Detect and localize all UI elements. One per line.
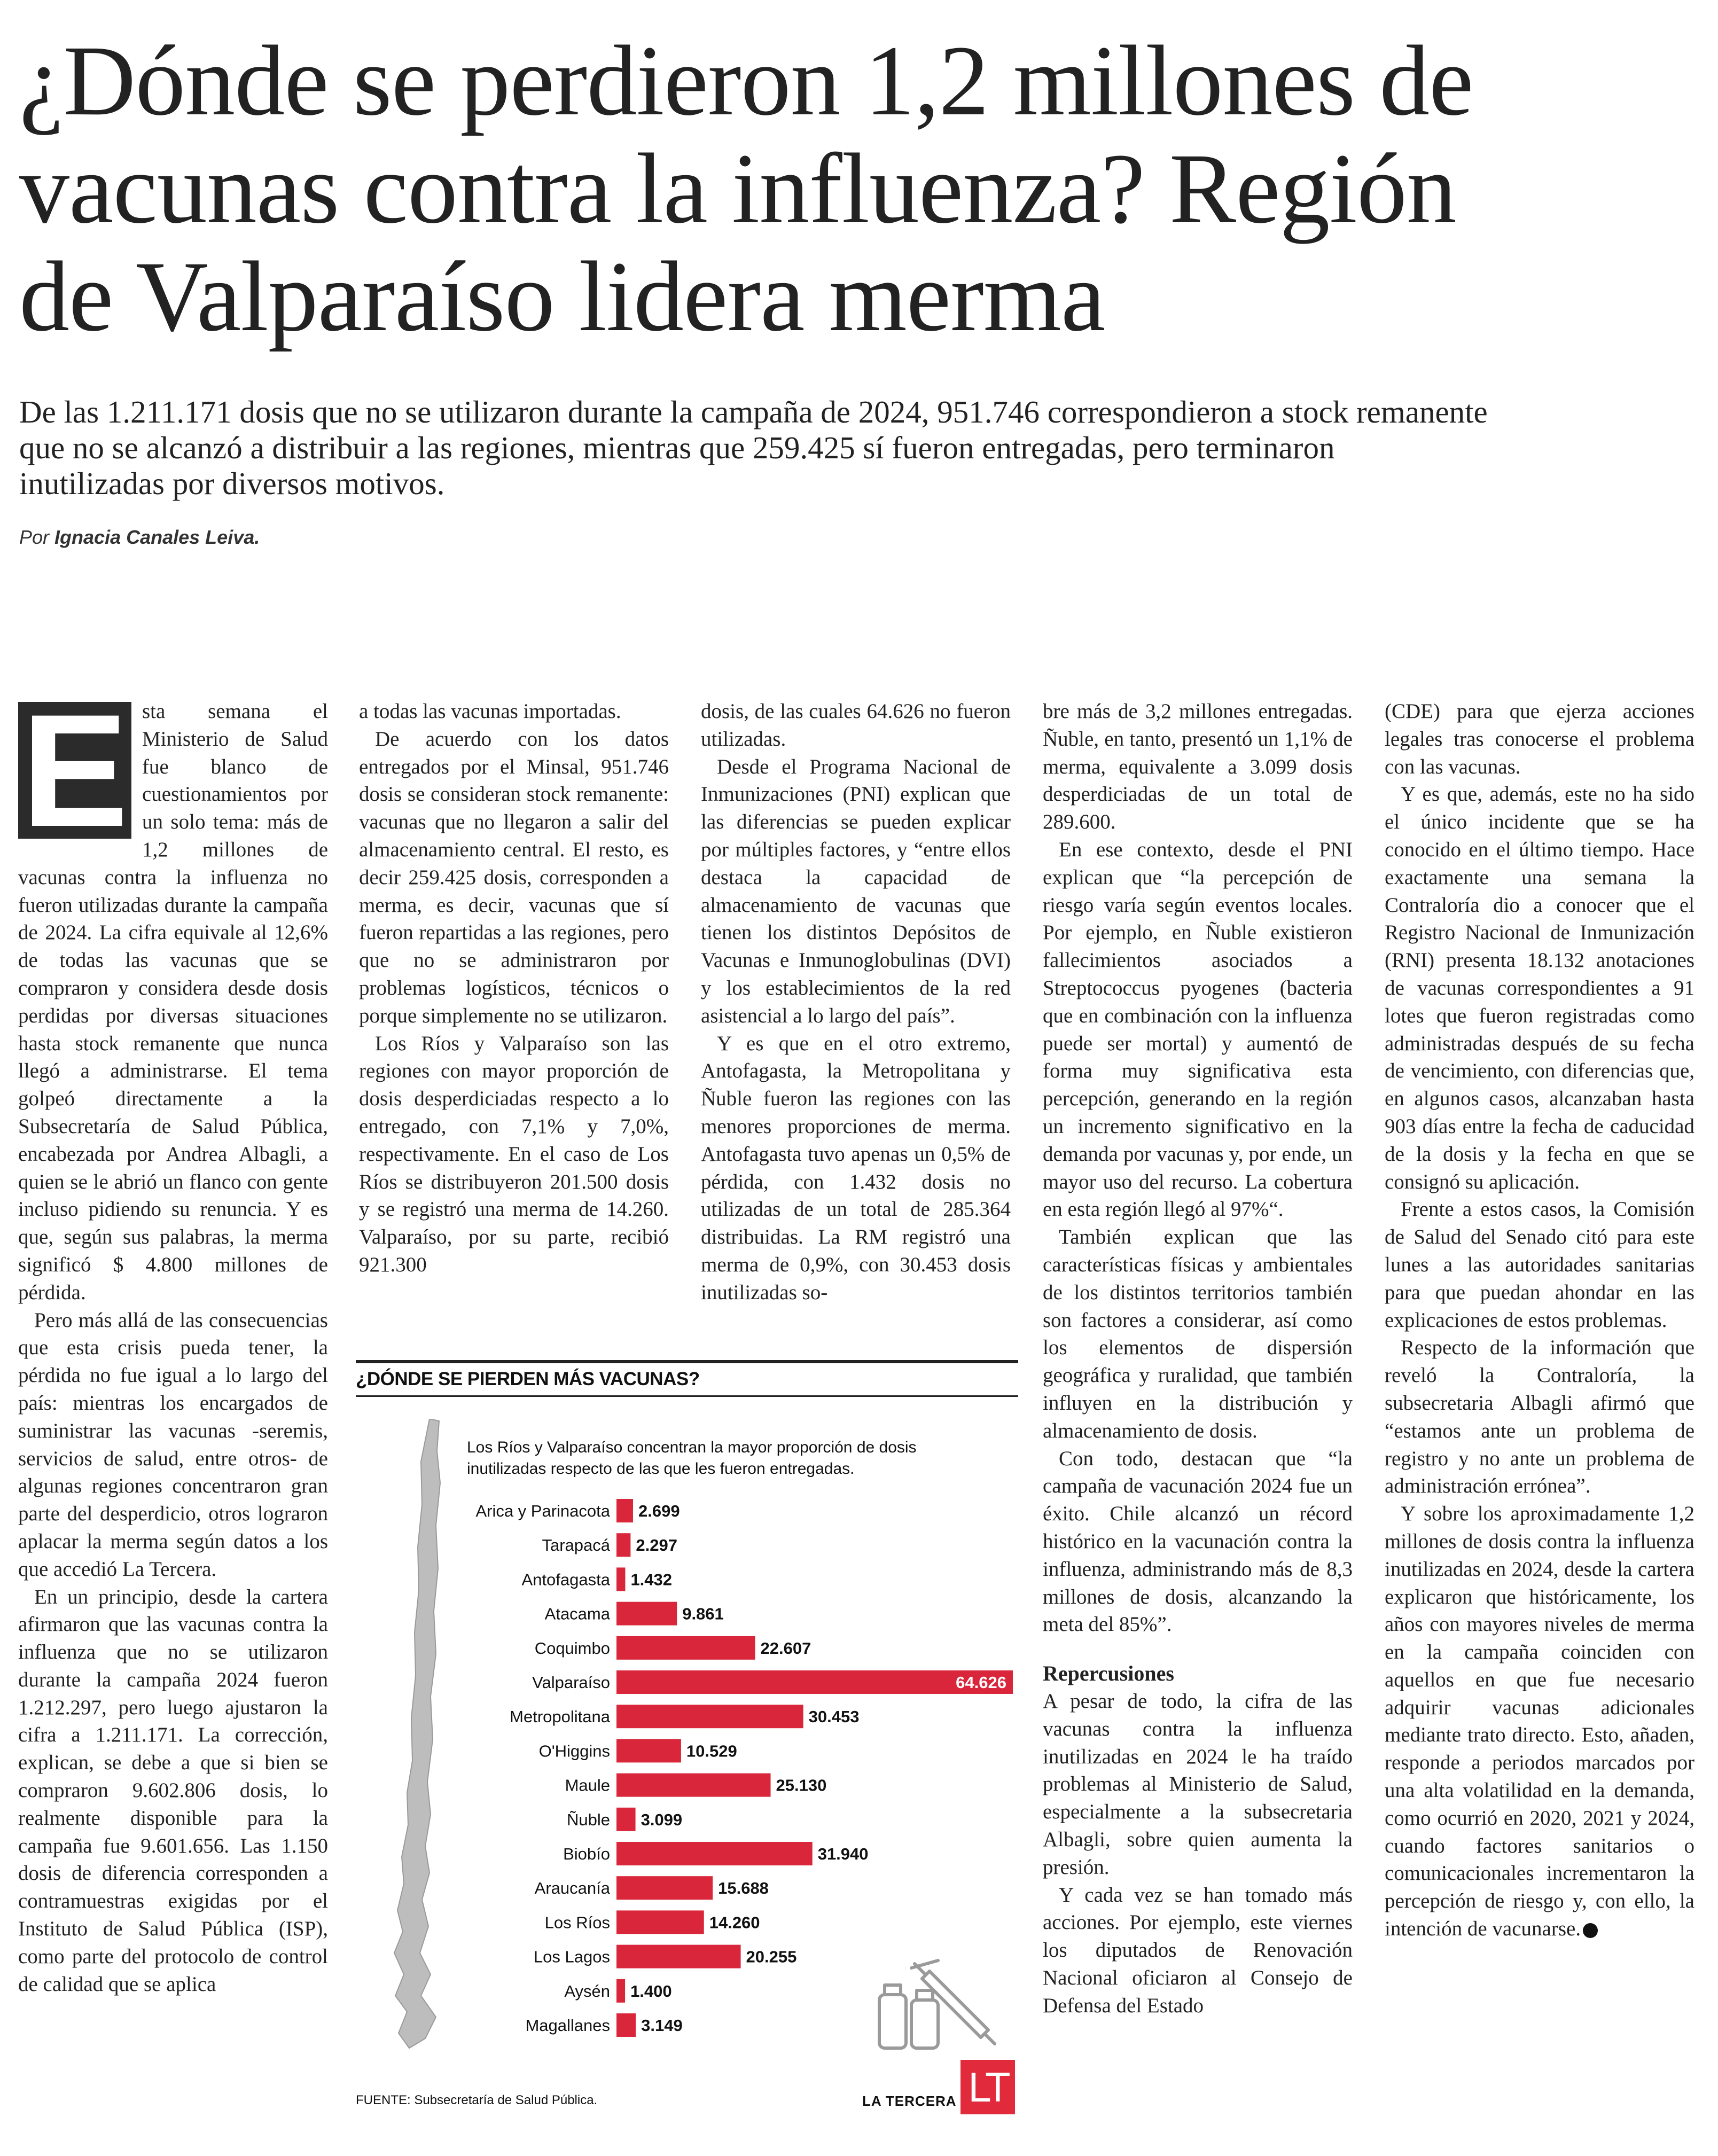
bar [616,1705,803,1728]
bar [616,1602,677,1626]
chart-source: FUENTE: Subsecretaría de Salud Pública. [356,2093,598,2107]
category-label: Atacama [544,1604,610,1623]
bar [616,1842,813,1865]
headline-line: ¿Dónde se perdieron 1,2 millones de [19,25,1473,136]
category-label: O'Higgins [538,1741,610,1761]
paragraph: Los Ríos y Valparaíso son las regiones con mayor proporción de dosis desperdiciadas respecto a lo entregado, con 7,1% y 7,0%, respectivamente. En el caso de Los Ríos se distribuyeron 201.500 dosis y se registró una merma de 14.260. Valparaíso, por su parte, recibió 921.300 [359,1032,669,1276]
la-tercera-logo: LT [960,2060,1015,2114]
value-label: 10.529 [686,1741,737,1761]
paragraph: Pero más allá de las consecuencias que esta crisis pueda tener, la pérdida no fue igual a lo largo del país: mientras los encargados de suministrar las vacunas -seremis, servicios de salud, entre otros- de algunas regiones concentraron gran parte del desperdicio, otros lograron aplacar la merma según datos a los que accedió La Tercera. [18,1308,328,1581]
syringe-vial-icon [874,1957,997,2053]
article-column-5 [1385,698,1694,1943]
paragraph: En ese contexto, desde el PNI explican que “la percepción de riesgo varía según eventos locales. Por ejemplo, en Ñuble existieron fallecimientos asociados a Streptococcus pyogenes (bacteria que en combinación con la influenza puede ser mortal) y aumentó de forma muy significativa esta percepción, generando en la región un incremento significativo en la demanda por vacunas y, por ende, un mayor uso del recurso. La cobertura en esta región llegó al 97%“. [1043,838,1353,1221]
article-column-4 [1043,698,1353,2020]
category-label: Maule [565,1776,610,1795]
category-label: Coquimbo [534,1638,610,1658]
value-label: 1.432 [630,1570,673,1589]
category-label: Biobío [563,1845,610,1863]
bar [616,1979,625,2003]
bar [616,1739,681,1762]
vaccine-loss-chart [356,1360,1018,2113]
bar [616,1876,713,1900]
article-column-2 [359,698,669,1279]
bar [616,1910,704,1934]
article-column-3 [701,698,1011,1307]
value-label: 3.149 [641,2016,683,2035]
byline-prefix: Por [19,526,50,548]
bar [616,1533,630,1557]
chart-title: ¿DÓNDE SE PIERDEN MÁS VACUNAS? [356,1360,1018,1397]
section-heading: Repercusiones [1043,1661,1174,1686]
subheadline [19,394,1702,502]
bar [616,2013,636,2037]
bar [616,1945,741,1968]
dropcap: E [18,702,131,839]
bar [616,1808,636,1831]
value-label: 20.255 [746,1947,797,1966]
paragraph: dosis, de las cuales 64.626 no fueron utilizadas. [701,700,1011,751]
headline [19,27,1702,350]
subheadline-line: que no se alcanzó a distribuir a las regiones, mientras que 259.425 sí fueron entregadas, pero terminaron [19,430,1335,465]
paragraph: (CDE) para que ejerza acciones legales tras conocerse el problema con las vacunas. [1385,700,1694,778]
paragraph: También explican que las características físicas y ambientales de los distintos territorios también son factores a considerar, así como los elementos de dispersión geográfica y ruralidad, que también influyen en la distribución y almacenamiento de dosis. [1043,1225,1353,1442]
bar [616,1567,625,1591]
paragraph: Y es que, además, este no ha sido el único incidente que se ha conocido en el último tiempo. Hace exactamente una semana la Contraloría dio a conocer que el Registro Nacional de Inmunización (RNI) presenta 18.132 anotaciones de vacunas correspondientes a 91 lotes que fueron registradas como administradas después de su fecha de vencimiento, con diferencias que, en algunos casos, alcanzaban hasta 903 días entre la fecha de caducidad de la dosis y la fecha en que se consignó su aplicación. [1385,783,1694,1193]
category-label: Arica y Parinacota [475,1502,610,1520]
headline-line: de Valparaíso lidera merma [19,240,1105,352]
value-label: 31.940 [817,1845,869,1863]
paragraph: sta semana el Ministerio de Salud fue blanco de cuestionamientos por un solo tema: más de 1,2 millones de vacunas contra la influenza no fueron utilizadas durante la campaña de 2024. La cifra equivale al 12,6% de todas las vacunas que se compraron y considera desde dosis perdidas por diversas situaciones hasta stock remanente que nunca llegó a administrarse. El tema golpeó directamente a la Subsecretaría de Salud Pública, encabezada por Andrea Albagli, a quien se le abrió un flanco con gente incluso pidiendo su renuncia. Y es que, según sus palabras, la merma significó $ 4.800 millones de pérdida. [18,700,328,1304]
category-label: Los Ríos [544,1913,610,1932]
headline-line: vacunas contra la influenza? Región [19,132,1456,244]
bar [616,1499,633,1522]
paragraph: a todas las vacunas importadas. [359,700,621,723]
paragraph: En un principio, desde la cartera afirmaron que las vacunas contra la influenza que no se utilizaron durante la campaña 2024 fueron 1.212.297, pero luego ajustaron la cifra a 1.211.171. La corrección, explican, se debe a que si bien se compraron 9.602.806 dosis, lo realmente disponible para la campaña fue 9.601.656. Las 1.150 dosis de diferencia corresponden a contramuestras exigidas por el Instituto de Salud Pública (ISP), como parte del protocolo de control de calidad que se aplica [18,1585,328,1996]
value-label: 9.861 [682,1604,724,1623]
bar [616,1670,1013,1694]
category-label: Valparaíso [532,1673,610,1692]
value-label: 64.626 [956,1673,1006,1692]
chart-subtitle: Los Ríos y Valparaíso concentran la mayor proporción de dosis inutilizadas respecto de las que les fueron entregadas. [467,1439,917,1478]
article-column-1 [18,681,328,1998]
paragraph: Y cada vez se han tomado más acciones. Por ejemplo, este viernes los diputados de Renovación Nacional oficiaron al Consejo de Defensa del Estado [1043,1883,1353,2017]
category-label: Antofagasta [521,1570,610,1589]
chart-brand: LA TERCERA [862,2093,957,2109]
value-label: 14.260 [709,1913,760,1932]
paragraph: A pesar de todo, la cifra de las vacunas contra la influenza inutilizadas en 2024 le ha traído problemas al Ministerio de Salud, especialmente a la subsecretaria Albagli, sobre quien aumenta la presión. [1043,1690,1353,1879]
subheadline-line: inutilizadas por diversos motivos. [19,466,445,501]
value-label: 15.688 [718,1879,769,1898]
value-label: 22.607 [760,1638,811,1658]
category-label: Tarapacá [542,1536,610,1555]
bar [616,1774,771,1797]
category-label: Magallanes [525,2016,610,2035]
value-label: 1.400 [630,1981,672,2001]
value-label: 2.297 [636,1536,677,1555]
paragraph [1385,1500,1694,1943]
category-label: Metropolitana [510,1707,610,1727]
category-label: Los Lagos [533,1947,610,1966]
end-mark-icon [1583,1923,1598,1938]
value-label: 30.453 [808,1707,860,1727]
byline-author: Ignacia Canales Leiva. [54,526,260,548]
paragraph: Frente a estos casos, la Comisión de Salud del Senado citó para este lunes a las autoridades sanitarias para que puedan ahondar en las explicaciones de estos problemas. [1385,1198,1694,1332]
paragraph: De acuerdo con los datos entregados por el Minsal, 951.746 dosis se consideran stock remanente: vacunas que no llegaron a salir del almacenamiento central. El resto, es decir 259.425 dosis, corresponden a merma, es decir, vacunas que sí fueron repartidas a las regiones, pero que no se administraron por problemas logísticos, técnicos o porque simplemente no se utilizaron. [359,727,669,1027]
value-label: 2.699 [638,1502,680,1520]
category-label: Araucanía [534,1879,610,1898]
paragraph: Con todo, destacan que “la campaña de vacunación 2024 fue un éxito. Chile alcanzó un récord histórico en la vacunación contra la influenza, administrando más de 8,3 millones de dosis, alcanzando la meta del 85%”. [1043,1447,1353,1636]
paragraph: Desde el Programa Nacional de Inmunizaciones (PNI) explican que las diferencias se pueden explicar por múltiples factores, y “entre ellos destaca la capacidad de almacenamiento de vacunas que tienen los distintos Depósitos de Vacunas e Inmunoglobulinas (DVI) y los establecimientos de la red asistencial a lo largo del país”. [701,755,1011,1027]
paragraph: Y es que en el otro extremo, Antofagasta, la Metropolitana y Ñuble fueron las regiones con las menores proporciones de merma. Antofagasta tuvo apenas un 0,5% de pérdida, con 1.432 dosis no utilizadas de un total de 285.364 distribuidas. La RM registró una merma de 0,9%, con 30.453 dosis inutilizadas so- [701,1032,1011,1304]
byline [19,526,260,549]
paragraph-text: Y sobre los aproximadamente 1,2 millones de dosis contra la influenza inutilizadas en 2024, desde la cartera explicaron que históricamente, los años con mayores niveles de merma en la campaña coinciden con aquellos en que fue necesario adquirir vacunas adicionales mediante trato directo. Esto, añaden, responde a periodos marcados por una alta volatilidad en la demanda, como ocurrió en 2020, 2021 y 2024, cuando factores sanitarios o comunicacionales incrementaron la percepción de riesgo y, con ello, la intención de vacunarse. [1385,1502,1694,1941]
value-label: 3.099 [641,1810,683,1829]
category-label: Ñuble [567,1810,610,1829]
value-label: 25.130 [776,1776,827,1795]
subheadline-line: De las 1.211.171 dosis que no se utilizaron durante la campaña de 2024, 951.746 correspondieron a stock remanente [19,394,1488,429]
paragraph: Respecto de la información que reveló la Contraloría, la subsecretaria Albagli afirmó que “estamos ante un problema de registro y no ante un problema de administración errónea”. [1385,1336,1694,1498]
paragraph: bre más de 3,2 millones entregadas. Ñuble, en tanto, presentó un 1,1% de merma, equivalente a 3.099 dosis desperdiciadas de un total de 289.600. [1043,700,1353,834]
category-label: Aysén [564,1981,610,2001]
bar [616,1636,755,1660]
